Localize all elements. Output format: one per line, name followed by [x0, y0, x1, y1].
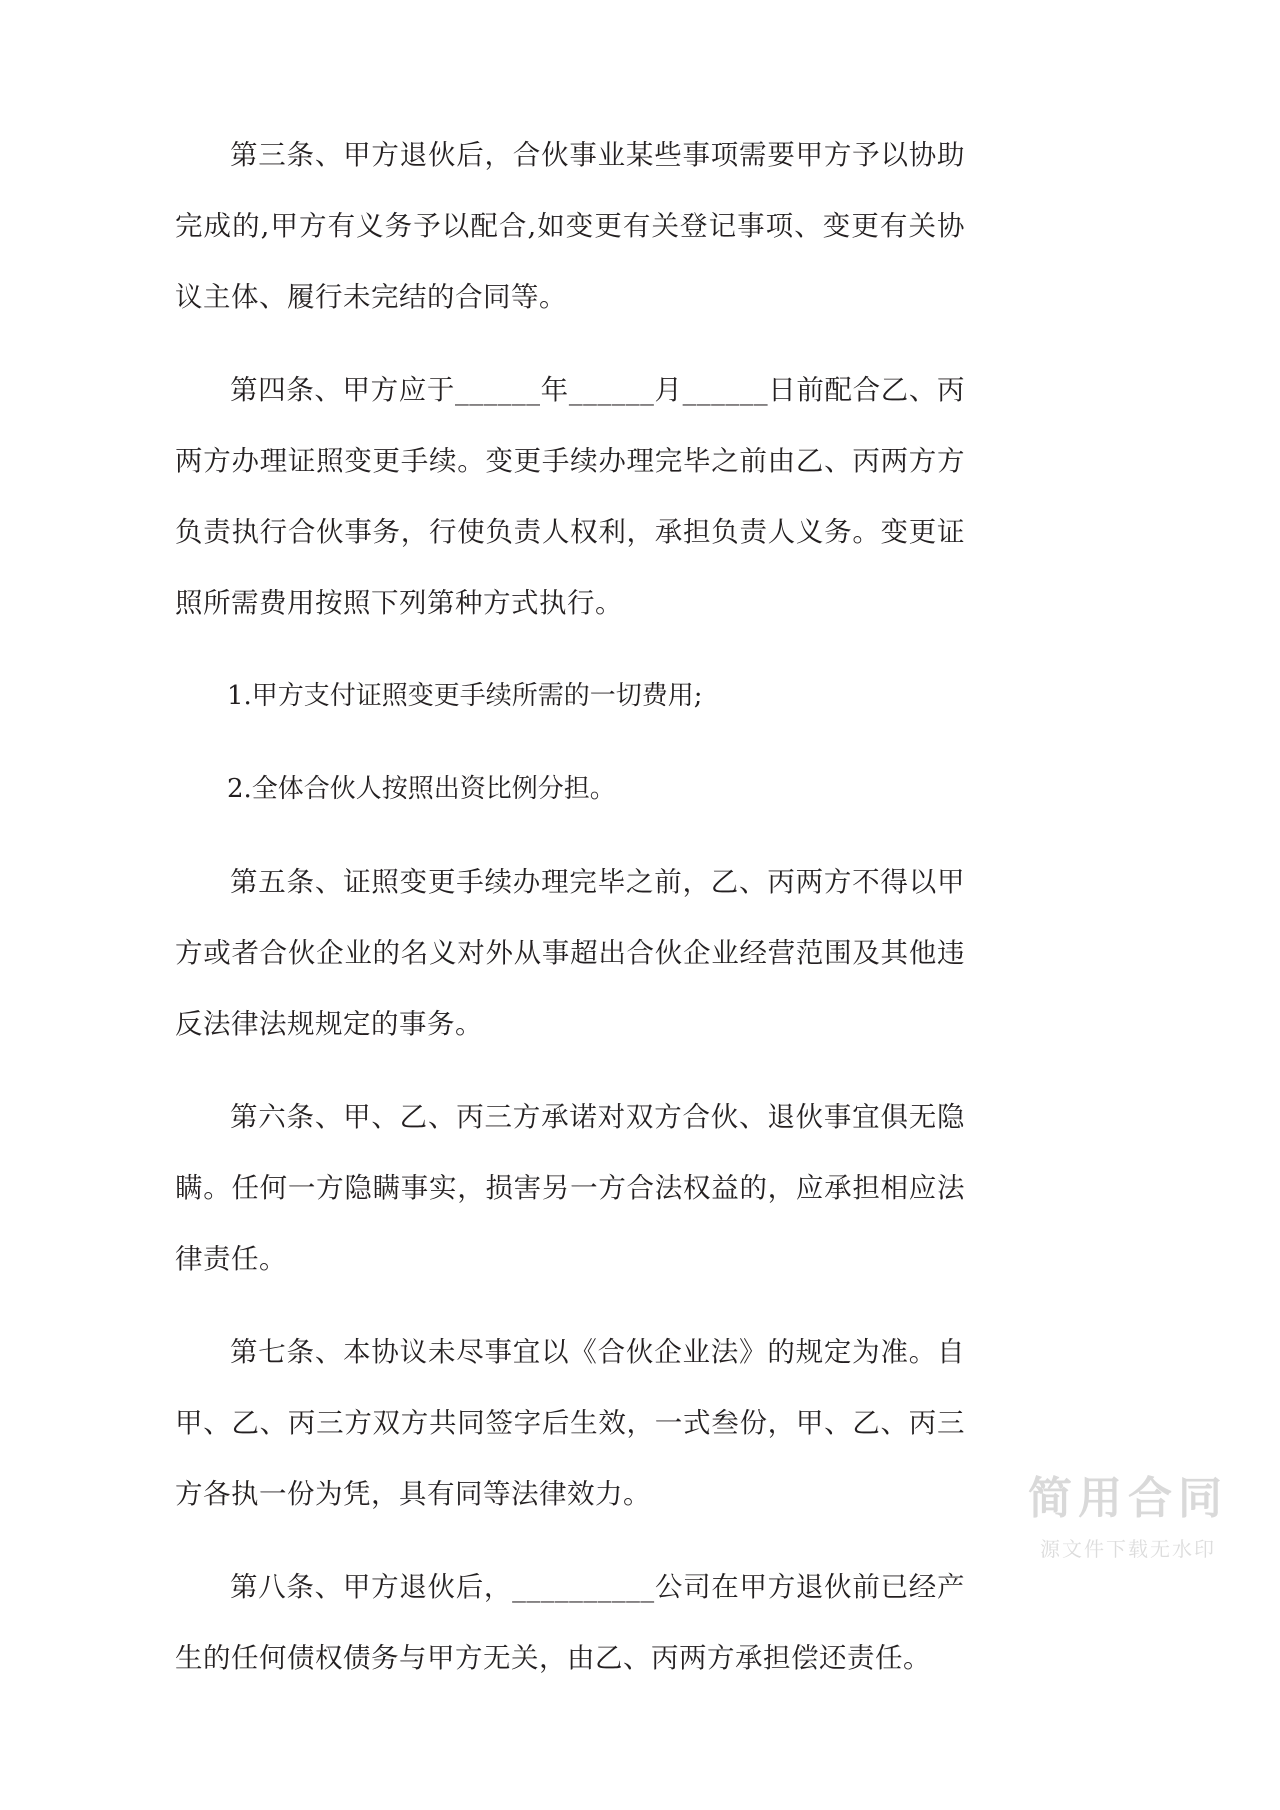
watermark-subtitle: 源文件下载无水印 — [1040, 1537, 1216, 1561]
paragraph-spacer — [175, 639, 965, 661]
watermark — [1028, 1474, 1228, 1562]
paragraph-article-4: 第四条、甲方应于______年______月______日前配合乙、丙两方办理证照变更手续。变更手续办理完毕之前由乙、丙两方方负责执行合伙事务，行使负责人权利，承担负责人义务。变更证照所需费用按照下列第种方式执行。 — [175, 374, 965, 619]
paragraph-article-3: 第三条、甲方退伙后，合伙事业某些事项需要甲方予以协助完成的,甲方有义务予以配合,如变更有关登记事项、变更有关协议主体、履行未完结的合同等。 — [175, 139, 965, 313]
paragraph-spacer — [175, 1295, 965, 1317]
document-body — [175, 120, 965, 1694]
paragraph-spacer — [175, 333, 965, 355]
watermark-title: 简用合同 — [1028, 1473, 1228, 1525]
paragraph-spacer — [175, 1530, 965, 1552]
paragraph-spacer — [175, 1060, 965, 1082]
paragraph-article-6: 第六条、甲、乙、丙三方承诺对双方合伙、退伙事宜俱无隐瞒。任何一方隐瞒事实，损害另一方合法权益的，应承担相应法律责任。 — [175, 1101, 965, 1275]
paragraph-spacer — [175, 825, 965, 847]
list-item-1: 1.甲方支付证照变更手续所需的一切费用; — [227, 681, 703, 711]
list-item-2: 2.全体合伙人按照出资比例分担。 — [227, 774, 616, 804]
paragraph-article-5: 第五条、证照变更手续办理完毕之前，乙、丙两方不得以甲方或者合伙企业的名义对外从事超出合伙企业经营范围及其他违反法律法规规定的事务。 — [175, 866, 965, 1040]
paragraph-article-8: 第八条、甲方退伙后，__________公司在甲方退伙前已经产生的任何债权债务与甲方无关，由乙、丙两方承担偿还责任。 — [175, 1571, 965, 1674]
paragraph-article-7: 第七条、本协议未尽事宜以《合伙企业法》的规定为准。自甲、乙、丙三方双方共同签字后生效，一式叁份，甲、乙、丙三方各执一份为凭，具有同等法律效力。 — [175, 1336, 965, 1510]
paragraph-spacer — [175, 732, 965, 754]
